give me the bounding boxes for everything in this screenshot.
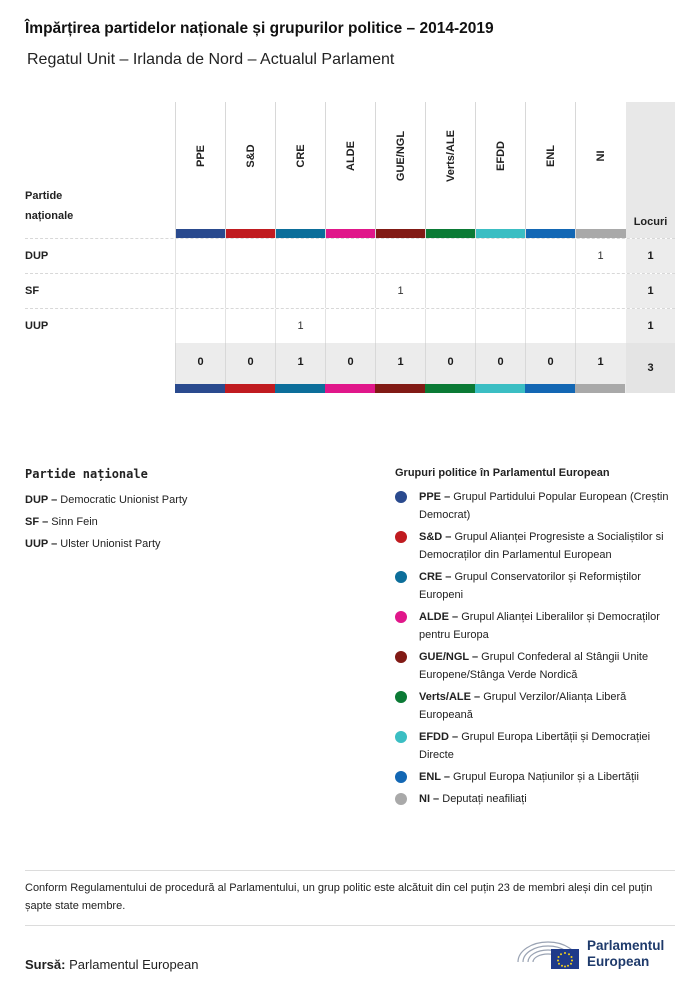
party-name: SF — [25, 285, 40, 297]
group-column-cre — [275, 102, 325, 238]
political-group-item: S&D – Grupul Alianței Progresiste a Socialiștilor si Democraților din Parlamentul European — [395, 528, 680, 564]
page-subtitle: Regatul Unit – Irlanda de Nord – Actualul Parlament — [27, 51, 395, 68]
group-color-bar — [326, 229, 376, 238]
footnote: Conform Regulamentului de procedură al Parlamentului, un grup politic este alcătuit din cel puțin 23 de membri aleși din cel puțin șapte state membre. — [25, 870, 675, 926]
color-dot-icon — [395, 531, 407, 543]
color-dot-icon — [395, 491, 407, 503]
political-groups-heading: Grupuri politice în Parlamentul European — [395, 467, 610, 479]
political-group-item: GUE/NGL – Grupul Confederal al Stângii Unite Europene/Stânga Verde Nordică — [395, 648, 680, 684]
political-group-item: PPE – Grupul Partidului Popular European (Creștin Democrat) — [395, 488, 680, 524]
group-column-alde — [325, 102, 375, 238]
row-header-label: Partide naționale — [25, 190, 74, 222]
seat-cell — [475, 239, 525, 273]
group-color-bar — [426, 229, 476, 238]
political-group-item: NI – Deputați neafiliați — [395, 790, 680, 808]
seat-cell — [525, 274, 575, 308]
group-color-bar — [576, 229, 626, 238]
total-cell: 0 — [425, 343, 475, 384]
seat-cell — [425, 309, 475, 343]
group-column-s-d — [225, 102, 275, 238]
group-color-bar — [376, 229, 426, 238]
table-row — [25, 308, 675, 343]
color-dot-icon — [395, 611, 407, 623]
seat-cell — [225, 274, 275, 308]
seats-header: Locuri — [626, 102, 675, 238]
row-seats: 1 — [626, 309, 675, 343]
seat-cell — [325, 239, 375, 273]
group-header-label: PPE — [194, 145, 207, 168]
seat-cell — [225, 309, 275, 343]
table-row — [25, 238, 675, 273]
seat-cell — [175, 274, 225, 308]
group-column-efdd — [475, 102, 525, 238]
seat-cell — [425, 274, 475, 308]
national-party-item: SF – Sinn Fein — [25, 516, 98, 528]
group-column-enl — [525, 102, 575, 238]
total-cell: 1 — [575, 343, 625, 384]
totals-row — [175, 343, 675, 393]
group-header-label: CRE — [294, 144, 307, 168]
group-column-verts-ale — [425, 102, 475, 238]
color-dot-icon — [395, 691, 407, 703]
seat-cell — [225, 239, 275, 273]
seat-cell: 1 — [575, 239, 625, 273]
color-dot-icon — [395, 771, 407, 783]
group-column-ni — [575, 102, 625, 238]
group-header-label: S&D — [244, 144, 257, 168]
political-group-item: CRE – Grupul Conservatorilor și Reformiștilor Europeni — [395, 568, 680, 604]
seat-cell — [425, 239, 475, 273]
seat-cell: 1 — [375, 274, 425, 308]
seat-cell — [325, 309, 375, 343]
seat-cell: 1 — [275, 309, 325, 343]
color-dot-icon — [395, 571, 407, 583]
political-group-item: ENL – Grupul Europa Națiunilor și a Libertății — [395, 768, 680, 786]
group-header-label: NI — [594, 150, 607, 162]
total-cell: 1 — [375, 343, 425, 384]
total-cell: 0 — [525, 343, 575, 384]
national-parties-heading: Partide naționale — [25, 467, 148, 481]
seat-cell — [475, 309, 525, 343]
color-dot-icon — [395, 793, 407, 805]
row-seats: 1 — [626, 239, 675, 273]
group-color-bar — [526, 229, 576, 238]
seat-cell — [275, 239, 325, 273]
color-dot-icon — [395, 651, 407, 663]
group-header-label: ALDE — [344, 141, 357, 171]
group-color-bar — [225, 384, 275, 393]
hemicycle-logo-icon — [515, 932, 581, 972]
seat-cell — [275, 274, 325, 308]
political-group-item: ALDE – Grupul Alianței Liberalilor și Democraților pentru Europa — [395, 608, 680, 644]
parliament-logo — [515, 932, 680, 972]
seat-cell — [325, 274, 375, 308]
group-color-bar — [325, 384, 375, 393]
group-color-bar — [575, 384, 625, 393]
seat-cell — [525, 309, 575, 343]
political-group-item: Verts/ALE – Grupul Verzilor/Alianța Liberă Europeană — [395, 688, 680, 724]
total-cell: 1 — [275, 343, 325, 384]
national-party-item: UUP – Ulster Unionist Party — [25, 538, 161, 550]
group-header-label: EFDD — [494, 141, 507, 171]
group-color-bar — [276, 229, 326, 238]
seat-cell — [175, 239, 225, 273]
total-cell: 0 — [175, 343, 225, 384]
total-cell: 0 — [325, 343, 375, 384]
group-color-bar — [226, 229, 276, 238]
total-cell: 0 — [475, 343, 525, 384]
party-name: UUP — [25, 320, 49, 332]
group-header-label: GUE/NGL — [394, 130, 407, 182]
seat-cell — [175, 309, 225, 343]
total-cell: 0 — [225, 343, 275, 384]
group-color-bar — [175, 384, 225, 393]
group-color-bar — [525, 384, 575, 393]
party-name: DUP — [25, 250, 49, 262]
seat-cell — [525, 239, 575, 273]
group-color-bar — [275, 384, 325, 393]
logo-text: Parlamentul European — [587, 938, 665, 969]
group-header-label: Verts/ALE — [444, 130, 457, 182]
group-header-label: ENL — [544, 145, 557, 167]
seat-cell — [575, 309, 625, 343]
group-color-bar — [475, 384, 525, 393]
seat-cell — [575, 274, 625, 308]
source-line: Sursă: Parlamentul European — [25, 957, 199, 972]
seat-cell — [375, 239, 425, 273]
table-row — [25, 273, 675, 308]
group-column-gue-ngl — [375, 102, 425, 238]
group-color-bar — [425, 384, 475, 393]
group-column-ppe — [175, 102, 225, 238]
political-groups-legend — [395, 467, 680, 812]
group-color-bar — [375, 384, 425, 393]
page-title: Împărțirea partidelor naționale și grupurilor politice – 2014-2019 — [25, 20, 494, 37]
political-group-item: EFDD – Grupul Europa Libertății și Democrației Directe — [395, 728, 680, 764]
seat-cell — [475, 274, 525, 308]
row-seats: 1 — [626, 274, 675, 308]
national-party-item: DUP – Democratic Unionist Party — [25, 494, 188, 506]
national-parties-legend — [25, 467, 355, 555]
total-seats: 3 — [626, 343, 675, 393]
group-color-bar — [176, 229, 226, 238]
color-dot-icon — [395, 731, 407, 743]
seat-cell — [375, 309, 425, 343]
group-color-bar — [476, 229, 526, 238]
